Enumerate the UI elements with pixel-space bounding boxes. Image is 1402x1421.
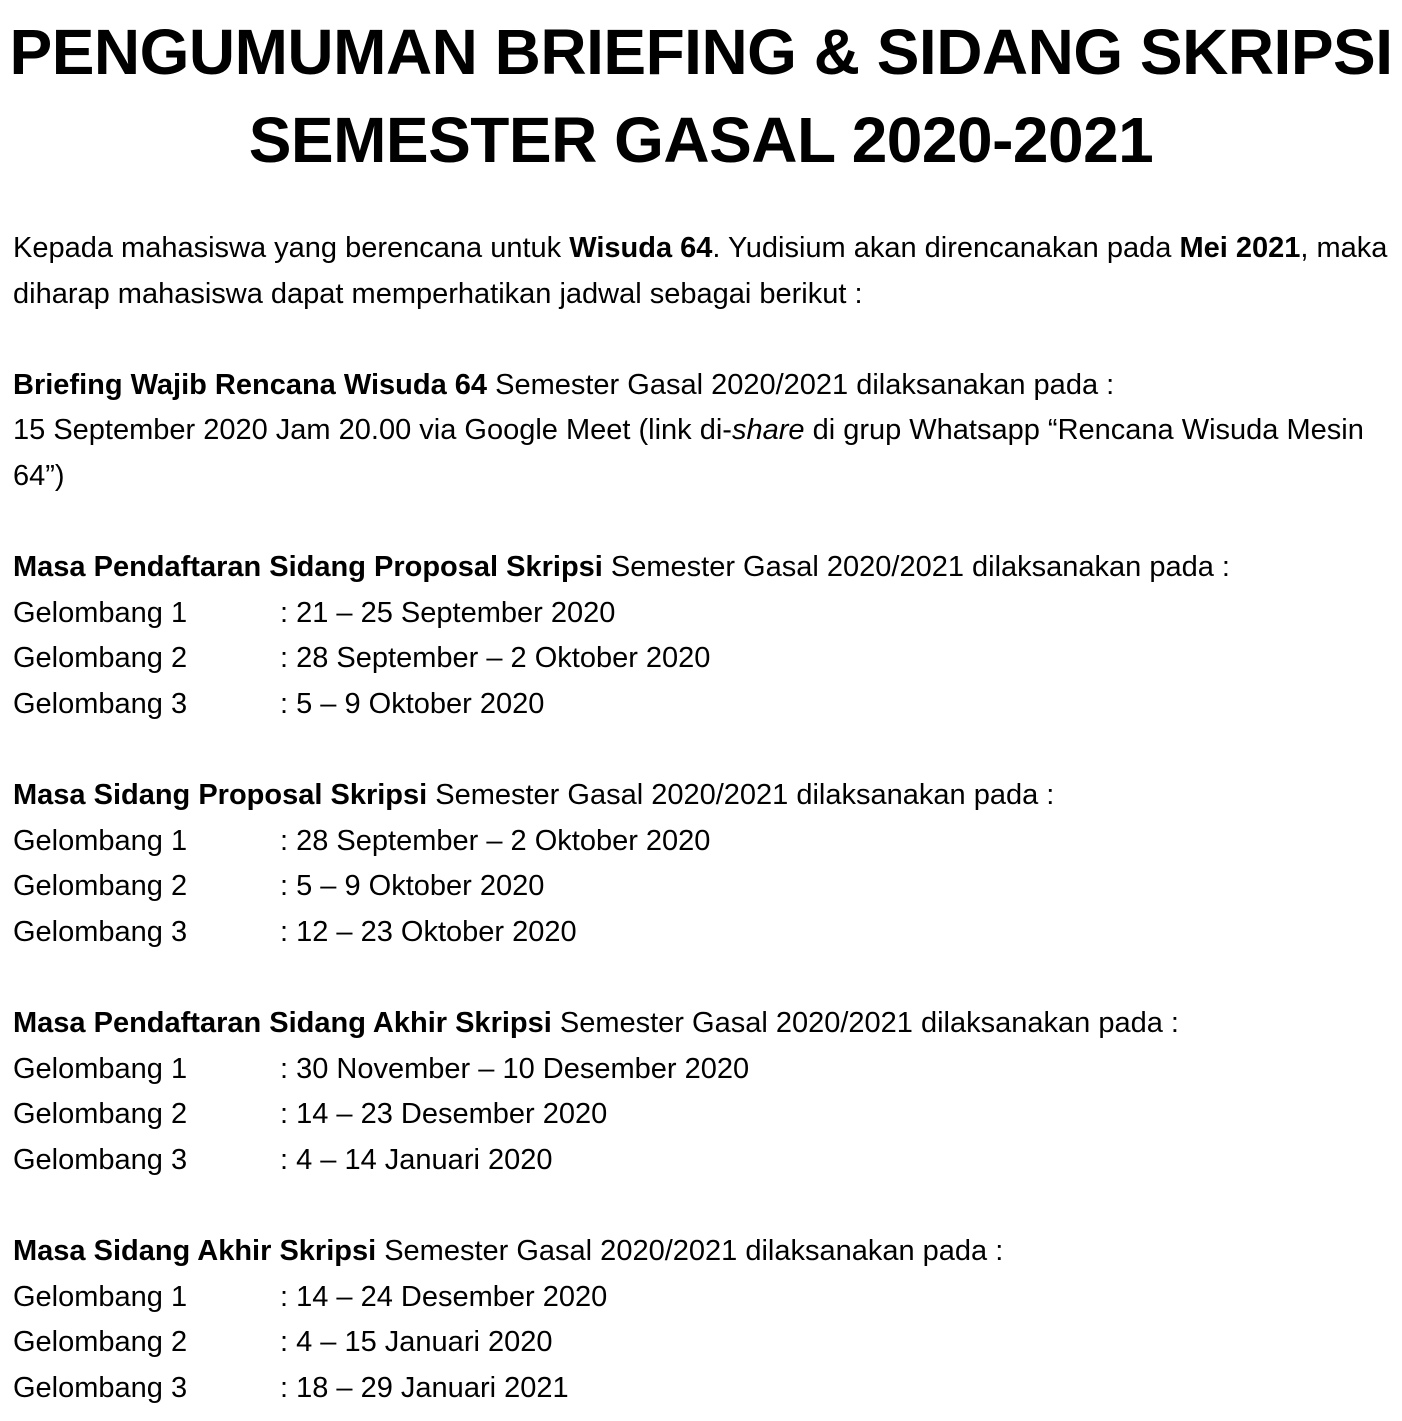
wave-date: : 5 – 9 Oktober 2020 [280,687,545,720]
section-heading-rest: Semester Gasal 2020/2021 dilaksanakan pada : [427,779,1055,812]
wave-label: Gelombang 3 [13,1371,188,1404]
section-heading [13,1001,1388,1047]
section-heading-bold: Masa Pendaftaran Sidang Proposal Skripsi [13,551,603,584]
wave-label: Gelombang 3 [13,915,188,948]
briefing-heading-bold: Briefing Wajib Rencana Wisuda 64 [13,368,488,401]
wave-label: Gelombang 2 [13,1326,188,1359]
intro-wisuda: Wisuda 64 [569,232,713,264]
schedule-row [13,636,1388,682]
page-title [0,8,1402,184]
schedule-row [13,682,1388,728]
intro-paragraph [13,226,1388,317]
schedule-row [13,1092,1388,1138]
wave-date: : 21 – 25 September 2020 [280,596,616,629]
section-heading-rest: Semester Gasal 2020/2021 dilaksanakan pada : [376,1235,1004,1268]
section-sidang-proposal [13,773,1388,955]
schedule-row [13,1138,1388,1184]
intro-text-2: . Yudisium akan direncanakan pada [712,232,1180,264]
schedule-row [13,1047,1388,1093]
section-heading-bold: Masa Sidang Akhir Skripsi [13,1235,377,1268]
section-heading [13,773,1388,819]
wave-date: : 28 September – 2 Oktober 2020 [280,824,711,857]
wave-date: : 18 – 29 Januari 2021 [280,1371,569,1404]
wave-date: : 12 – 23 Oktober 2020 [280,915,577,948]
schedule-row [13,819,1388,865]
schedule-row [13,591,1388,637]
intro-text-3: , maka diharap mahasiswa dapat memperhatikan jadwal sebagai berikut : [13,232,1388,310]
schedule-row [13,1320,1388,1366]
wave-label: Gelombang 2 [13,1098,188,1131]
wave-date: : 14 – 23 Desember 2020 [280,1098,608,1131]
section-heading [13,545,1388,591]
briefing-detail-1: 15 September 2020 Jam 20.00 via Google Meet (link di- [13,414,732,447]
briefing-detail [13,408,1388,499]
wave-label: Gelombang 1 [13,824,188,857]
section-pendaftaran-proposal [13,545,1388,727]
title-line-1: PENGUMUMAN BRIEFING & SIDANG SKRIPSI [9,16,1393,88]
wave-date: : 14 – 24 Desember 2020 [280,1280,608,1313]
wave-label: Gelombang 1 [13,1052,188,1085]
wave-date: : 5 – 9 Oktober 2020 [280,870,545,903]
wave-label: Gelombang 1 [13,596,188,629]
section-heading-bold: Masa Sidang Proposal Skripsi [13,779,428,812]
schedule-row [13,1366,1388,1412]
wave-date: : 30 November – 10 Desember 2020 [280,1052,750,1085]
schedule-row [13,864,1388,910]
intro-date: Mei 2021 [1179,232,1301,264]
section-heading-rest: Semester Gasal 2020/2021 dilaksanakan pada : [602,551,1230,584]
wave-date: : 28 September – 2 Oktober 2020 [280,642,711,675]
briefing-heading-rest: Semester Gasal 2020/2021 dilaksanakan pada : [487,368,1115,401]
briefing-detail-2: di grup Whatsapp “Rencana Wisuda Mesin 64”) [13,414,1364,492]
schedule-row [13,910,1388,956]
wave-label: Gelombang 2 [13,870,188,903]
wave-label: Gelombang 2 [13,642,188,675]
wave-date: : 4 – 14 Januari 2020 [280,1143,553,1176]
wave-label: Gelombang 3 [13,1143,188,1176]
section-sidang-akhir [13,1229,1388,1411]
briefing-heading [13,363,1388,409]
title-line-2: SEMESTER GASAL 2020-2021 [248,104,1154,176]
intro-text-1: Kepada mahasiswa yang berencana untuk [13,232,570,264]
schedule-row [13,1275,1388,1321]
announcement-body [13,226,1388,1411]
section-pendaftaran-akhir [13,1001,1388,1183]
wave-label: Gelombang 3 [13,687,188,720]
briefing-detail-italic: share [731,414,805,447]
section-heading-bold: Masa Pendaftaran Sidang Akhir Skripsi [13,1007,552,1040]
section-heading [13,1229,1388,1275]
section-heading-rest: Semester Gasal 2020/2021 dilaksanakan pada : [551,1007,1179,1040]
wave-date: : 4 – 15 Januari 2020 [280,1326,553,1359]
wave-label: Gelombang 1 [13,1280,188,1313]
